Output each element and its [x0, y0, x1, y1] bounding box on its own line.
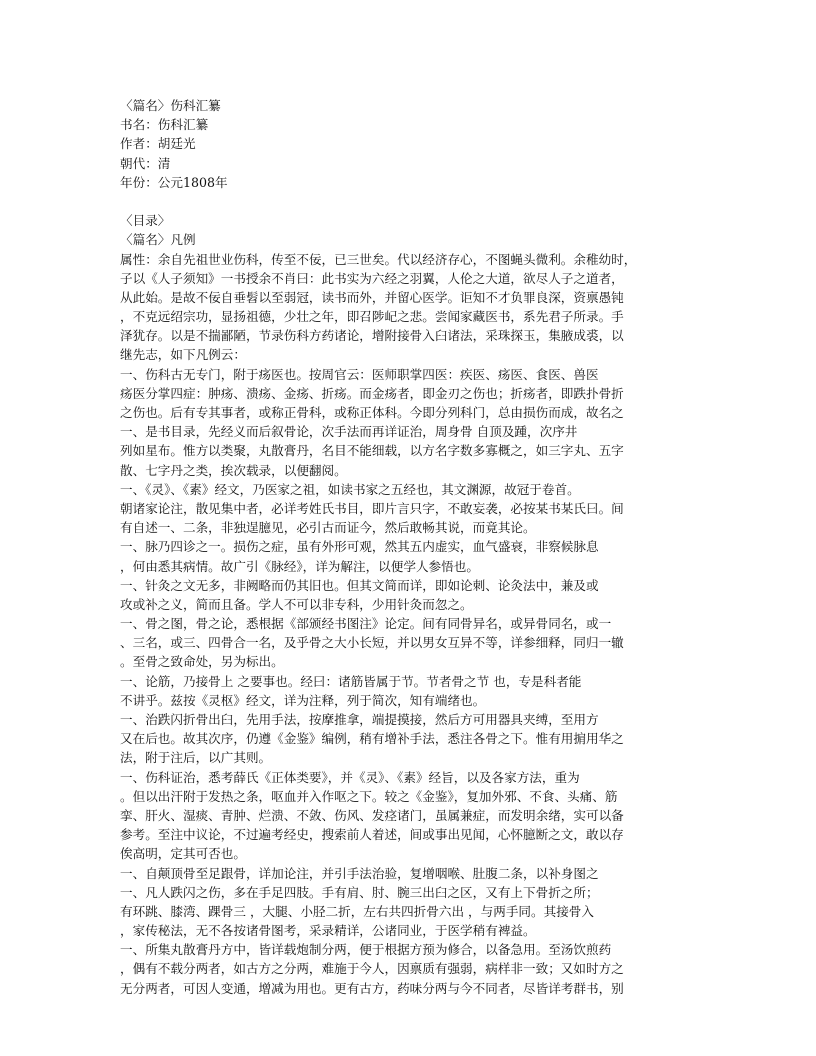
body-line: 一、脉乃四诊之一。损伤之症，虽有外形可观，然其五内虚实，血气盛衰，非察候脉息 — [120, 539, 599, 555]
body-line: 法，附于注后，以广其则。 — [120, 750, 272, 766]
document-body — [120, 250, 696, 998]
body-line: 一、是书目录，先经义而后叙骨论，次手法而再详证治，周身骨 自顶及踵，次序井 — [120, 424, 578, 440]
toc-line: 〈目录〉 — [120, 213, 171, 229]
body-line: 一、凡人跌闪之伤，多在手足四肢。手有肩、肘、腕三出臼之区，又有上下骨折之所； — [120, 884, 599, 900]
body-line: ，不克远绍宗功，显扬祖德，少壮之年，即召陟屺之悲。尝闻家藏医书，系先君子所录。手 — [120, 309, 624, 325]
body-line: 泽犹存。以是不揣鄙陋，节录伤科方药诸论，增附接骨入臼诸法，采珠探玉，集腋成裘，以 — [120, 328, 624, 344]
body-line: 列如星布。惟方以类聚，丸散膏丹，名目不能细载，以方名字数多寡概之，如三字丸、五字 — [120, 443, 624, 459]
document-page — [120, 96, 696, 998]
body-line: 、三名，或三、四骨合一名，及乎骨之大小长短，并以男女互异不等，详参细释，同归一辙 — [120, 635, 624, 651]
header-line: 作者：胡廷光 — [120, 136, 196, 152]
body-line: 一、针灸之文无多，非阙略而仍其旧也。但其文简而详，即如论刺、论灸法中，兼及或 — [120, 577, 599, 593]
body-line: 一、论筋，乃接骨上 之要事也。经曰：诸筋皆属于节。节者骨之节 也，专是科者能 — [120, 673, 582, 689]
body-line: ，家传秘法，无不各按诸骨图考，采录精详，公诸同业，于医学稍有裨益。 — [120, 923, 536, 939]
body-line: 又在后也。故其次序，仍遵《金鉴》编例，稍有增补手法，悉注各骨之下。惟有用掮用华之 — [120, 731, 624, 747]
body-line: 参考。至注中议论，不过遍考经史，搜索前人着述，间或事出见闻，心怀臆断之文，敢以存 — [120, 827, 624, 843]
body-line: 继先志，如下凡例云： — [120, 347, 246, 363]
body-line: 无分两者，可因人变通，增减为用也。更有古方，药味分两与今不同者，尽皆详考群书，别 — [120, 980, 624, 996]
body-line: 。至骨之致命处，另为标出。 — [120, 654, 284, 670]
body-line: 散、七字丹之类，挨次载录，以便翻阅。 — [120, 462, 347, 478]
blank-line — [120, 192, 696, 211]
body-line: 一、伤科证治，悉考薛氏《正体类要》，并《灵》、《素》经旨，以及各家方法，重为 — [120, 769, 580, 785]
body-line: 攻或补之义，简而且备。学人不可以非专科，少用针灸而忽之。 — [120, 596, 473, 612]
body-line: 从此始。是故不佞自垂髫以至弱冠，读书而外，并留心医学。讵知不才负罪良深，资禀愚钝 — [120, 289, 624, 305]
body-line: 一、伤科古无专门，附于疡医也。按周官云：医师职掌四医：疾医、疡医、食医、兽医 — [120, 366, 599, 382]
body-line: 有自述一、二条，非独逞臆见，必引古而证今，然后敢畅其说，而竟其论。 — [120, 520, 536, 536]
body-line: ，何由悉其病情。故广引《脉经》，详为解注，以便学人参悟也。 — [120, 558, 479, 574]
body-line: 一、骨之图，骨之论，悉根据《部颁经书图注》论定。间有同骨异名，或异骨同名，或一 — [120, 616, 612, 632]
body-line: 挛、肝火、湿痰、青肿、烂溃、不敛、伤风、发痉诸门，虽属兼症，而发明余绪，实可以备 — [120, 807, 624, 823]
body-line: 有环跳、膝湾、踝骨三 ，大腿、小胫二折，左右共四折骨六出 ，与两手同。其接骨入 — [120, 903, 594, 919]
body-line: 一、所集丸散膏丹方中，皆详载炮制分两，便于根据方预为修合，以备急用。至汤饮煎药 — [120, 942, 612, 958]
body-line: ，偶有不载分两者，如古方之分两，难施于今人，因禀质有强弱，病样非一致；又如时方之 — [120, 961, 624, 977]
body-line: 。但以出汗附于发热之条，呕血并入作呕之下。较之《金鉴》，复加外邪、不食、头痛、筋 — [120, 788, 618, 804]
header-line: 书名：伤科汇纂 — [120, 117, 209, 133]
body-line: 不讲乎。兹按《灵枢》经文，详为注释，列于简次，知有端绪也。 — [120, 692, 486, 708]
body-line: 之伤也。后有专其事者，或称正骨科，或称正体科。今即分列科门，总由损伤而成，故名之 — [120, 405, 624, 420]
body-line: 俟高明，定其可否也。 — [120, 846, 246, 862]
body-line: 一、《灵》、《素》经文，乃医家之祖，如读书家之五经也，其文渊源，故冠于卷首。 — [120, 481, 580, 497]
body-line: 疡医分掌四症：肿疡、溃疡、金疡、折疡。而金疡者，即金刃之伤也；折疡者，即跌扑骨折 — [120, 385, 624, 401]
body-line: 属性：余自先祖世业伤科，传至不佞，已三世矣。代以经济存心，不图蝇头微利。余稚幼时， — [120, 251, 637, 267]
header-line: 〈篇名〉伤科汇纂 — [120, 98, 221, 113]
body-line: 子以《人子须知》一书授余不肖曰：此书实为六经之羽翼，人伦之大道，欲尽人子之道者， — [120, 270, 624, 286]
document-header — [120, 96, 696, 192]
table-of-contents — [120, 211, 696, 249]
body-line: 朝诸家论注，散见集中者，必详考姓氏书目，即片言只字，不敢妄袭，必按某书某氏曰。间 — [120, 500, 624, 516]
header-line: 年份：公元1808年 — [120, 174, 228, 190]
toc-line: 〈篇名〉凡例 — [120, 232, 196, 248]
header-line: 朝代：清 — [120, 155, 171, 171]
body-line: 一、自颠顶骨至足跟骨，详加论注，并引手法治验，复增咽喉、肚腹二条，以补身图之 — [120, 865, 599, 881]
body-line: 一、治跌闪折骨出臼，先用手法，按摩推拿，端提摸接，然后方可用器具夹缚，至用方 — [120, 712, 599, 727]
